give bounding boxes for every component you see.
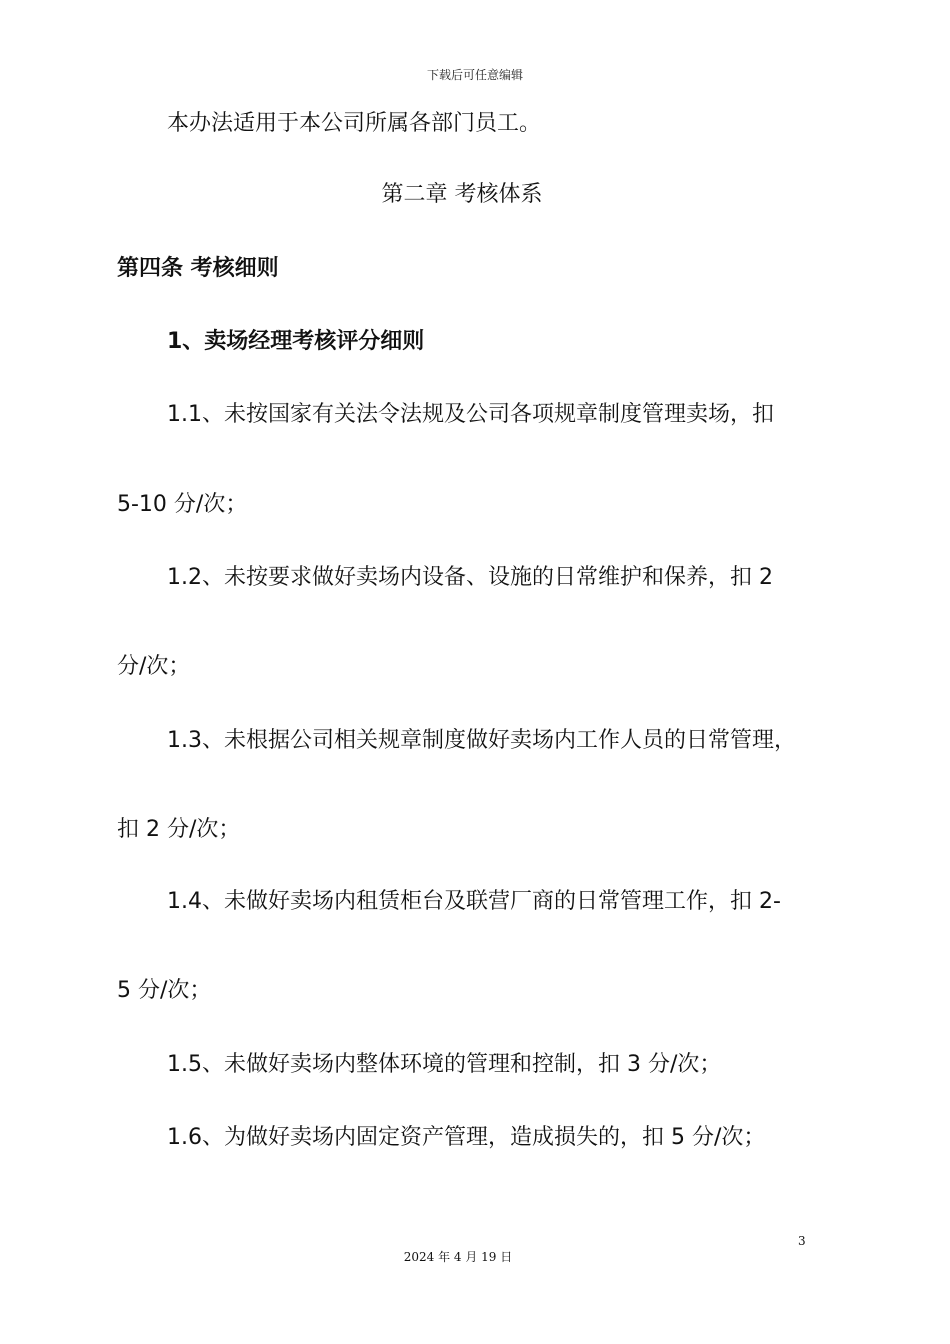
item-1-1-line1: 1.1、未按国家有关法令法规及公司各项规章制度管理卖场，扣 [167,402,774,427]
chapter-title: 第二章 考核体系 [381,182,543,207]
page-number: 3 [798,1234,806,1248]
article-title: 第四条 考核细则 [117,256,279,281]
footer-date: 2024 年 4 月 19 日 [403,1250,513,1264]
item-1-2-line2: 分/次； [117,654,191,679]
item-1-3-line2: 扣 2 分/次； [117,817,241,842]
scope-paragraph: 本办法适用于本公司所属各部门员工。 [167,111,542,136]
item-1-5: 1.5、未做好卖场内整体环境的管理和控制，扣 3 分/次； [167,1052,722,1077]
section-title: 1、卖场经理考核评分细则 [167,329,425,354]
item-1-3-line1: 1.3、未根据公司相关规章制度做好卖场内工作人员的日常管理， [167,728,796,753]
item-1-1-line2: 5-10 分/次； [117,492,248,517]
item-1-4-line2: 5 分/次； [117,978,212,1003]
item-1-4-line1: 1.4、未做好卖场内租赁柜台及联营厂商的日常管理工作，扣 2- [167,889,781,914]
page-header: 下载后可任意编辑 [426,68,523,82]
item-1-2-line1: 1.2、未按要求做好卖场内设备、设施的日常维护和保养，扣 2 [167,565,773,590]
item-1-6: 1.6、为做好卖场内固定资产管理，造成损失的，扣 5 分/次； [167,1125,766,1150]
